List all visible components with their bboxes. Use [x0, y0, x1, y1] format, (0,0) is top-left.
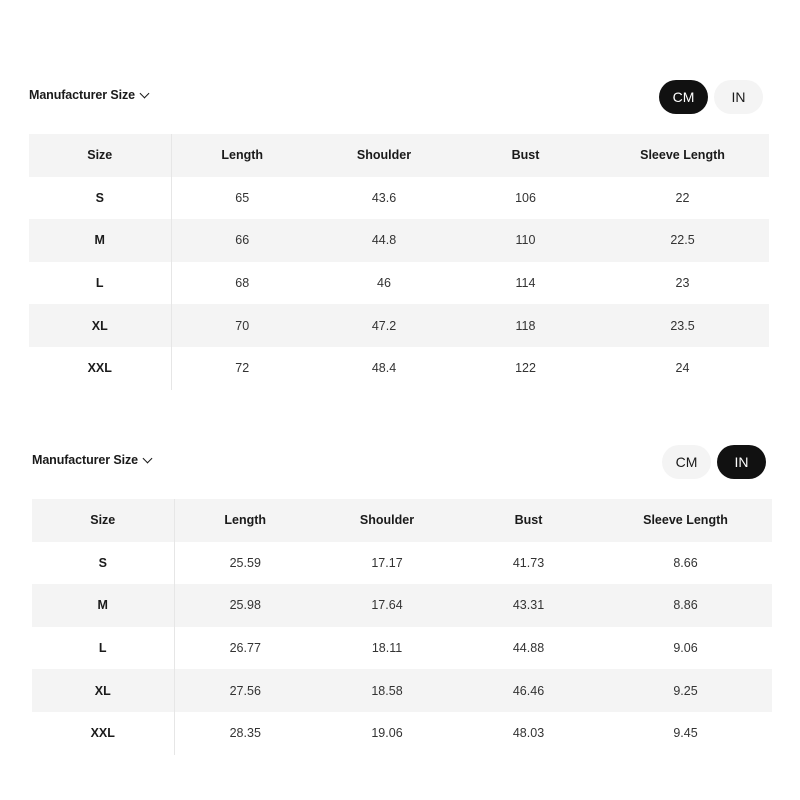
panel-header	[29, 78, 769, 116]
sleeve-length-cell: 8.86	[599, 584, 772, 627]
length-cell: 25.98	[174, 584, 316, 627]
bust-cell: 46.46	[458, 669, 599, 712]
column-header-length: Length	[174, 499, 316, 542]
column-header-size: Size	[32, 499, 174, 542]
size-cell: S	[29, 177, 171, 220]
chevron-down-icon	[140, 88, 150, 98]
shoulder-cell: 43.6	[371, 190, 397, 205]
size-chart-panel-in	[32, 443, 772, 755]
sleeve-length-cell: 9.25	[599, 669, 772, 712]
bust-cell: 44.88	[512, 641, 545, 656]
chevron-down-icon	[143, 453, 153, 463]
shoulder-cell: 18.58	[316, 669, 458, 712]
unit-cm-button[interactable]: CM	[659, 80, 708, 114]
size-chart-panel-cm	[29, 78, 769, 390]
size-cell: XXL	[32, 712, 174, 755]
column-header-sleeve-length: Sleeve Length	[599, 499, 772, 542]
size-table	[32, 499, 773, 755]
unit-toggle	[659, 80, 763, 114]
length-cell: 66	[171, 219, 313, 262]
table-header-row	[32, 499, 772, 542]
shoulder-cell: 46	[377, 276, 391, 291]
size-cell: XXL	[29, 347, 171, 390]
sleeve-length-cell: 24	[675, 361, 690, 376]
size-table	[29, 134, 770, 390]
bust-cell: 48.03	[512, 726, 545, 741]
manufacturer-size-label: Manufacturer Size	[29, 88, 135, 102]
table-row	[32, 669, 772, 712]
table-row	[32, 584, 772, 627]
length-cell: 28.35	[229, 726, 261, 741]
sleeve-length-cell: 9.06	[673, 641, 698, 656]
length-cell: 72	[235, 361, 250, 376]
size-cell: XL	[32, 669, 174, 712]
bust-cell: 43.31	[458, 584, 599, 627]
unit-in-button[interactable]: IN	[714, 80, 763, 114]
sleeve-length-cell: 8.66	[673, 555, 698, 570]
table-row	[29, 262, 769, 305]
sleeve-length-cell: 23.5	[596, 304, 769, 347]
column-header-shoulder: Shoulder	[313, 134, 455, 177]
size-cell: L	[29, 262, 171, 305]
unit-cm-button[interactable]: CM	[662, 445, 711, 479]
sleeve-length-cell: 9.45	[673, 726, 698, 741]
length-cell: 70	[171, 304, 313, 347]
shoulder-cell: 19.06	[371, 726, 403, 741]
size-cell: XL	[29, 304, 171, 347]
column-header-sleeve-length: Sleeve Length	[596, 134, 769, 177]
table-header-row	[29, 134, 769, 177]
length-cell: 26.77	[229, 641, 261, 656]
sleeve-length-cell: 22	[675, 190, 690, 205]
bust-cell: 114	[515, 276, 536, 291]
shoulder-cell: 47.2	[313, 304, 455, 347]
unit-toggle	[662, 445, 766, 479]
column-header-shoulder: Shoulder	[316, 499, 458, 542]
length-cell: 25.59	[229, 555, 261, 570]
length-cell: 68	[235, 276, 250, 291]
length-cell: 65	[235, 190, 250, 205]
size-cell: M	[29, 219, 171, 262]
bust-cell: 106	[515, 190, 536, 205]
shoulder-cell: 17.17	[371, 555, 403, 570]
table-row	[32, 712, 772, 755]
shoulder-cell: 18.11	[371, 641, 403, 656]
shoulder-cell: 44.8	[313, 219, 455, 262]
column-header-length: Length	[171, 134, 313, 177]
sleeve-length-cell: 23	[675, 276, 690, 291]
size-cell: S	[32, 542, 174, 585]
manufacturer-size-dropdown[interactable]	[29, 88, 148, 102]
bust-cell: 122	[515, 361, 536, 376]
table-row	[29, 177, 769, 220]
sleeve-length-cell: 22.5	[596, 219, 769, 262]
manufacturer-size-label: Manufacturer Size	[32, 453, 138, 467]
bust-cell: 41.73	[512, 555, 545, 570]
unit-in-button[interactable]: IN	[717, 445, 766, 479]
length-cell: 27.56	[174, 669, 316, 712]
bust-cell: 118	[455, 304, 596, 347]
bust-cell: 110	[455, 219, 596, 262]
column-header-bust: Bust	[455, 134, 596, 177]
table-row	[29, 347, 769, 390]
shoulder-cell: 48.4	[371, 361, 397, 376]
table-row	[29, 219, 769, 262]
table-row	[29, 304, 769, 347]
shoulder-cell: 17.64	[316, 584, 458, 627]
column-header-bust: Bust	[458, 499, 599, 542]
column-header-size: Size	[29, 134, 171, 177]
table-row	[32, 627, 772, 670]
panel-header	[32, 443, 772, 481]
size-cell: M	[32, 584, 174, 627]
table-row	[32, 542, 772, 585]
manufacturer-size-dropdown[interactable]	[32, 453, 151, 467]
size-cell: L	[32, 627, 174, 670]
